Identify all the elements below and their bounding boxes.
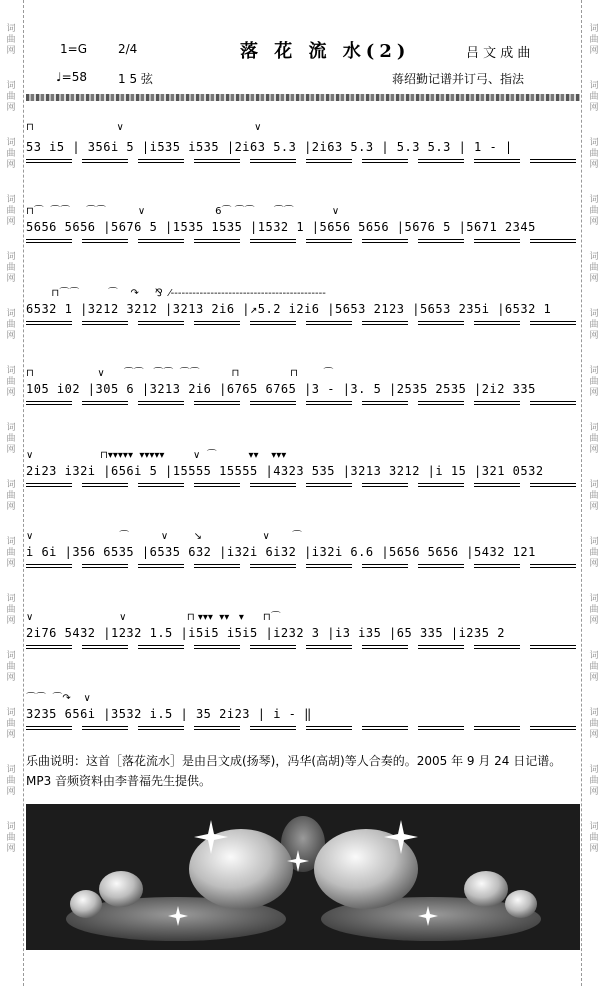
watermark-char: 曲 <box>589 491 599 501</box>
rose-image <box>26 804 580 950</box>
beam-underlines <box>26 239 580 247</box>
watermark-char: 网 <box>589 274 599 284</box>
watermark-right <box>583 0 605 986</box>
watermark-char: 词 <box>6 81 16 91</box>
note-line: 5656 5656 |5676 5 |1535 1535 |1532 1 |5656 5656 |5676 5 |5671 2345 <box>26 220 536 234</box>
watermark-char: 曲 <box>6 35 16 45</box>
watermark-char: 曲 <box>589 548 599 558</box>
tempo: ♩=58 <box>56 70 87 84</box>
notation-row <box>26 594 580 654</box>
beam-underlines <box>26 564 580 572</box>
time-signature: 2/4 <box>118 42 138 56</box>
watermark-block <box>6 309 15 342</box>
watermark-char: 网 <box>589 103 599 113</box>
watermark-char: 词 <box>589 366 599 376</box>
watermark-char: 网 <box>6 730 16 740</box>
watermark-char: 词 <box>6 708 16 718</box>
watermark-block <box>589 252 598 285</box>
watermark-char: 网 <box>6 502 16 512</box>
page-title: 落 花 流 水(2) <box>240 41 411 62</box>
watermark-block <box>589 651 598 684</box>
watermark-block <box>589 423 598 456</box>
watermark-block <box>589 138 598 171</box>
divider-bar <box>26 94 580 101</box>
watermark-char: 网 <box>589 217 599 227</box>
watermark-char: 网 <box>6 616 16 626</box>
watermark-char: 曲 <box>589 605 599 615</box>
watermark-char: 曲 <box>6 377 16 387</box>
watermark-block <box>6 366 15 399</box>
notation-row <box>26 108 580 168</box>
watermark-char: 词 <box>6 195 16 205</box>
watermark-char: 曲 <box>6 776 16 786</box>
beam-underlines <box>26 159 580 167</box>
description: 乐曲说明：这首［落花流水］是由吕文成(扬琴)，冯华(高胡)等人合奏的。2005 年 9 月 24 日记谱。MP3 音频资料由李普福先生提供。 <box>26 754 562 788</box>
watermark-block <box>589 708 598 741</box>
watermark-block <box>6 822 15 855</box>
left-border <box>23 0 24 986</box>
watermark-char: 曲 <box>589 662 599 672</box>
watermark-char: 曲 <box>589 833 599 843</box>
watermark-block <box>6 195 15 228</box>
watermark-char: 曲 <box>589 263 599 273</box>
watermark-char: 曲 <box>6 434 16 444</box>
watermark-char: 曲 <box>6 149 16 159</box>
watermark-char: 网 <box>6 274 16 284</box>
watermark-char: 曲 <box>589 206 599 216</box>
watermark-block <box>589 822 598 855</box>
watermark-block <box>589 480 598 513</box>
watermark-char: 网 <box>589 730 599 740</box>
watermark-char: 曲 <box>6 491 16 501</box>
watermark-block <box>589 594 598 627</box>
watermark-char: 曲 <box>589 434 599 444</box>
watermark-char: 曲 <box>589 719 599 729</box>
watermark-char: 词 <box>589 423 599 433</box>
watermark-char: 网 <box>589 844 599 854</box>
watermark-char: 网 <box>589 331 599 341</box>
watermark-char: 词 <box>6 822 16 832</box>
watermark-char: 曲 <box>6 605 16 615</box>
watermark-char: 网 <box>6 160 16 170</box>
watermark-block <box>6 423 15 456</box>
watermark-char: 词 <box>6 651 16 661</box>
watermark-block <box>589 195 598 228</box>
watermark-char: 词 <box>589 309 599 319</box>
watermark-block <box>6 252 15 285</box>
watermark-char: 网 <box>6 559 16 569</box>
notation-row <box>26 270 580 330</box>
watermark-char: 词 <box>589 138 599 148</box>
watermark-char: 曲 <box>6 206 16 216</box>
score-page <box>26 0 580 986</box>
watermark-char: 词 <box>6 252 16 262</box>
bowing-marks: ⊓ ∨ ⌒⌒ ⌒⌒ ⌒⌒ ⊓ ⊓ ⌒ <box>26 368 334 379</box>
watermark-char: 曲 <box>589 377 599 387</box>
watermark-char: 曲 <box>6 833 16 843</box>
watermark-char: 词 <box>589 537 599 547</box>
watermark-block <box>6 651 15 684</box>
watermark-char: 词 <box>589 765 599 775</box>
watermark-block <box>589 24 598 57</box>
bowing-marks: ∨ ∨ ⊓ ▾▾▾ ▾▾ ▾ ⊓⌒ <box>26 612 281 623</box>
notation-row <box>26 513 580 573</box>
watermark-block <box>6 24 15 57</box>
note-line: 53 i5 | 356i 5 |i535 i535 |2i63 5.3 |2i63 5.3 | 5.3 5.3 | 1 - | <box>26 140 513 154</box>
beam-underlines <box>26 726 580 734</box>
watermark-char: 网 <box>6 103 16 113</box>
bowing-marks: ∨ ⊓▾▾▾▾▾ ▾▾▾▾▾ ∨ ⌒ ▾▾ ▾▾▾ <box>26 450 287 461</box>
watermark-char: 词 <box>589 822 599 832</box>
watermark-char: 曲 <box>589 776 599 786</box>
composer: 吕 文 成 曲 <box>466 46 531 61</box>
watermark-char: 曲 <box>589 92 599 102</box>
watermark-char: 网 <box>589 160 599 170</box>
bowing-marks: ⊓ ∨ ∨ <box>26 122 262 133</box>
notation-row <box>26 432 580 492</box>
bowing-marks: ⊓⌒⌒ ⌒ ↷ ⅋ ⁄------------------------------------------- <box>26 288 326 299</box>
watermark-char: 网 <box>589 787 599 797</box>
watermark-char: 网 <box>589 616 599 626</box>
watermark-char: 网 <box>6 331 16 341</box>
strings-tuning: 1 5 弦 <box>118 72 153 86</box>
watermark-char: 曲 <box>589 149 599 159</box>
beam-underlines <box>26 645 580 653</box>
watermark-char: 词 <box>589 195 599 205</box>
note-line: 2i76 5432 |1232 1.5 |i5i5 i5i5 |i232 3 |i3 i35 |65 335 |i235 2 <box>26 626 505 640</box>
key-signature: 1=G <box>60 42 87 56</box>
watermark-char: 曲 <box>6 263 16 273</box>
watermark-char: 词 <box>589 24 599 34</box>
note-line: i 6i |356 6535 |6535 632 |i32i 6i32 |i32i 6.6 |5656 5656 |5432 121 <box>26 545 536 559</box>
watermark-char: 词 <box>6 480 16 490</box>
watermark-char: 词 <box>6 309 16 319</box>
watermark-char: 词 <box>6 366 16 376</box>
rose-graphic <box>26 804 580 950</box>
watermark-char: 曲 <box>589 320 599 330</box>
watermark-char: 词 <box>589 81 599 91</box>
watermark-char: 词 <box>6 138 16 148</box>
watermark-char: 曲 <box>6 92 16 102</box>
watermark-char: 词 <box>589 651 599 661</box>
watermark-char: 曲 <box>6 662 16 672</box>
watermark-char: 网 <box>6 445 16 455</box>
watermark-block <box>6 708 15 741</box>
watermark-char: 词 <box>6 765 16 775</box>
watermark-block <box>6 138 15 171</box>
transcriber: 蒋绍勤记谱并订弓、指法 <box>392 72 525 86</box>
note-line: 3235 656i |3532 i.5 | 35 2i23 | i - ‖ <box>26 707 312 721</box>
watermark-char: 网 <box>6 388 16 398</box>
notation-row <box>26 350 580 410</box>
watermark-char: 网 <box>589 673 599 683</box>
watermark-left <box>0 0 22 986</box>
watermark-char: 词 <box>589 480 599 490</box>
watermark-char: 网 <box>6 46 16 56</box>
watermark-char: 网 <box>6 787 16 797</box>
right-border <box>581 0 582 986</box>
watermark-char: 网 <box>589 559 599 569</box>
watermark-block <box>6 480 15 513</box>
note-line: 6532 1 |3212 3212 |3213 2i6 |↗5.2 i2i6 |5653 2123 |5653 235i |6532 1 <box>26 302 552 316</box>
watermark-char: 曲 <box>6 548 16 558</box>
notation-row <box>26 675 580 735</box>
watermark-char: 词 <box>6 537 16 547</box>
watermark-block <box>6 537 15 570</box>
watermark-char: 网 <box>589 46 599 56</box>
beam-underlines <box>26 321 580 329</box>
beam-underlines <box>26 483 580 491</box>
bowing-marks: ⊓⌒ ⌒⌒ ⌒⌒ ∨ 6⌒ ⌒⌒ ⌒⌒ ∨ <box>26 206 340 217</box>
watermark-block <box>589 309 598 342</box>
watermark-char: 曲 <box>589 35 599 45</box>
watermark-char: 词 <box>589 708 599 718</box>
watermark-char: 网 <box>589 388 599 398</box>
watermark-block <box>589 765 598 798</box>
watermark-block <box>6 594 15 627</box>
beam-underlines <box>26 401 580 409</box>
bowing-marks: ⌒⌒ ⌒↷ ∨ <box>26 693 91 704</box>
watermark-block <box>6 81 15 114</box>
watermark-char: 曲 <box>6 719 16 729</box>
watermark-char: 网 <box>6 673 16 683</box>
watermark-char: 网 <box>6 844 16 854</box>
watermark-char: 词 <box>6 24 16 34</box>
watermark-char: 网 <box>589 445 599 455</box>
notation-row <box>26 188 580 248</box>
watermark-char: 词 <box>589 252 599 262</box>
watermark-char: 词 <box>6 423 16 433</box>
watermark-char: 曲 <box>6 320 16 330</box>
watermark-char: 网 <box>6 217 16 227</box>
watermark-char: 词 <box>589 594 599 604</box>
note-line: 2i23 i32i |656i 5 |15555 15555 |4323 535 |3213 3212 |i 15 |321 0532 <box>26 464 544 478</box>
watermark-block <box>589 537 598 570</box>
watermark-char: 网 <box>589 502 599 512</box>
note-line: 105 i02 |305 6 |3213 2i6 |6765 6765 |3 - |3. 5 |2535 2535 |2i2 335 <box>26 382 536 396</box>
bowing-marks: ∨ ⌒ ∨ ↘ ∨ ⌒ <box>26 531 303 542</box>
watermark-block <box>6 765 15 798</box>
watermark-block <box>589 366 598 399</box>
watermark-block <box>589 81 598 114</box>
watermark-char: 词 <box>6 594 16 604</box>
